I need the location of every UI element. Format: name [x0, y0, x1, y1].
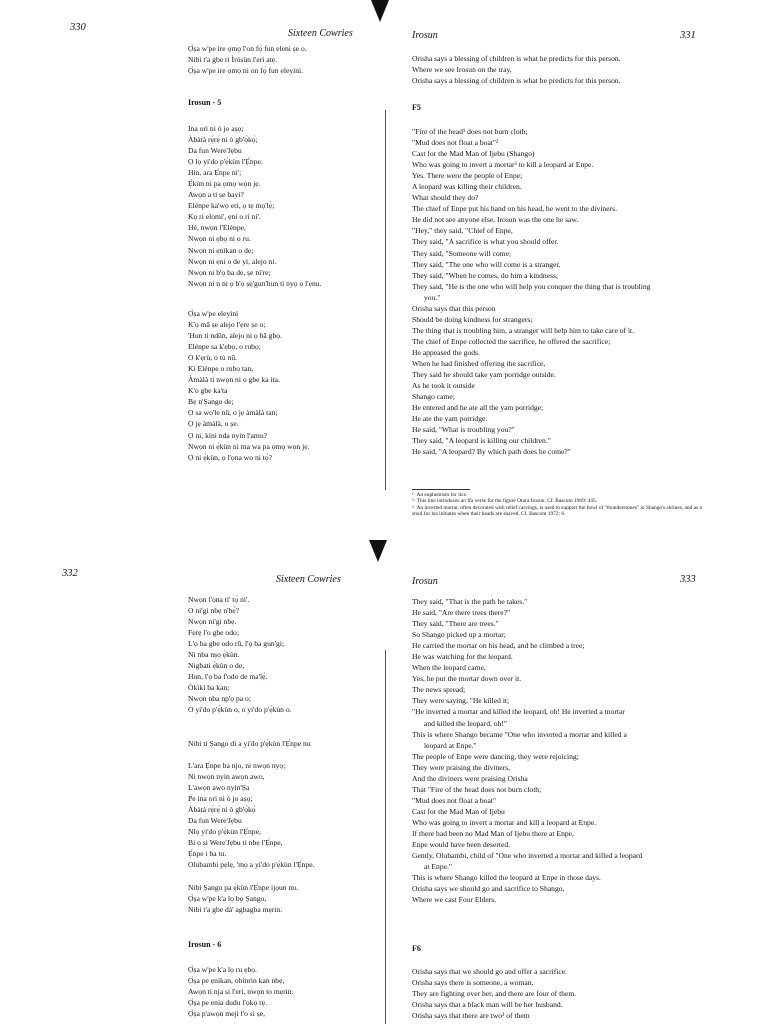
- footnote: ³· An inverted mortar, often decorated with relief carvings, is used to support the bowl of "thunderstones" in Shango's shrines, and as a stool for his initiates when their heads are shaved. Cf. Bascom 1972: 6.: [412, 504, 702, 518]
- text-line: Ẹ̀kùn ni pa ọmọ wọn jẹ.: [188, 179, 261, 189]
- text-line: Ni nba nṣọ ẹ̀kùn.: [188, 650, 240, 660]
- text-line: Bẹ n'Ṣango de;: [188, 397, 234, 407]
- text-line: Àbàtà rẹ́rẹ́ ni ò gb'ọ̀kọ̀;: [188, 135, 258, 145]
- section-title: Irosun - 5: [188, 98, 222, 107]
- text-line: "Hey," they said, "Chief of Enpe,: [412, 226, 513, 236]
- text-line: Àmàlà ti nwọn ni o gbe ka ita.: [188, 375, 280, 385]
- text-line: The people of Enpe were dancing, they were rejoicing;: [412, 751, 579, 761]
- text-line: Ki Elénpe o rubọ tan,: [188, 364, 254, 374]
- section-title: Irosun - 6: [188, 940, 222, 949]
- text-line: Ọ ni, kini nda nyin l'amu?: [188, 430, 267, 440]
- text-line: L'awọn awo nyin'Ṣa: [188, 783, 250, 793]
- text-block: [412, 53, 621, 86]
- text-line: Òkìkí ba kan;: [188, 683, 230, 693]
- text-line: Nwọn l'ọna ti' tọ̀ ni'.: [188, 595, 250, 604]
- text-line: Nibi ti Ṣango di a yi'do p'ẹ̀kùn l'Ẹ́npe nu: [188, 739, 311, 748]
- text-line: O yi'do p'ẹ̀kùn o, o yi'do p'ẹ̀kùn o.: [188, 705, 292, 715]
- page-number: 332: [62, 568, 78, 579]
- text-line: What should they do?: [412, 193, 479, 203]
- running-head: Sixteen Cowries: [276, 574, 341, 585]
- text-line: Nwọn nba np'ọ pa o;: [188, 694, 251, 704]
- text-line: Bi o si Were'Jẹbu ti nbẹ l'Ẹ́npe,: [188, 838, 283, 848]
- text-line: Àbàtà rẹ́rẹ́ ni ò gb'ọ̀kọ̀: [188, 805, 256, 815]
- text-line: Ọ̀ṣa w'pe eleyini: [188, 309, 239, 318]
- text-line: Orisha says there is someone, a woman,: [412, 978, 534, 988]
- text-line: He appeased the gods.: [412, 347, 480, 357]
- text-line: Cast for the Mad Man of Ijebu (Shango): [412, 149, 535, 159]
- text-line: "Mud does not float a boat": [412, 795, 497, 805]
- text-line: He ate the yam porridge.: [412, 414, 488, 424]
- text-line: Orisha says that there are two³ of them: [412, 1011, 530, 1021]
- text-line: As he took it outside: [412, 381, 475, 391]
- text-line: When he had finished offering the sacrifice,: [412, 358, 546, 368]
- text-line: Nibi Ṣango pa ẹ̀kùn l'Ẹ́npe ijọun nu.: [188, 883, 298, 892]
- footnote: ¹· An euphemism for lice.: [412, 492, 468, 498]
- text-line: Where we see Irosun on the tray,: [412, 65, 512, 75]
- text-line: Who was going to invert a mortar and kill a leopard at Enpe.: [412, 817, 597, 827]
- text-line: Da fun Were'Jẹbu: [188, 816, 242, 826]
- page-330: [0, 0, 384, 512]
- text-line: Nibi t'a gbe ri Ìrósùn l'eri atẹ.: [188, 55, 277, 65]
- text-line: O ni'gi nbẹ n'bẹ̀?: [188, 606, 240, 616]
- footnote: ²· This line introduces an Ifa verse for the figure Otura Irosun. Cf. Bascom 1969: 445.: [412, 498, 598, 505]
- text-line: Nibi t'a gbe dá' agbagba mẹrin.: [188, 905, 283, 915]
- text-line: Shango came;: [412, 392, 455, 402]
- text-line: He carried the mortar on his head, and he climbed a tree;: [412, 641, 585, 651]
- text-line: Gently, Olubambi, child of "One who inverted a mortar and killed a leopard: [412, 851, 643, 861]
- text-line: The chief of Enpe collected the sacrifice, he offered the sacrifice;: [412, 336, 611, 346]
- text-line: He said, "A leopard? By which path does he come?": [412, 447, 571, 457]
- text-line: Orisha says that we should go and offer a sacrifice.: [412, 967, 568, 976]
- text-line: Ọ̀ṣa pe enia dudu l'ọkọ rẹ.: [188, 998, 267, 1008]
- text-line: Cast for the Mad Man of Ijebu: [412, 806, 505, 816]
- text-line: Should be doing kindness for strangers;: [412, 314, 533, 324]
- text-line: Nwọn ni ẹ̀kùn ni ma wa pa ọmọ wọn jẹ.: [188, 441, 310, 451]
- page-333: [384, 512, 768, 1024]
- text-block: [412, 126, 650, 457]
- text-line: Ọ̀ṣa w'pe ire ọmọ l'on fọ̀ fun eleni ṣe o.: [188, 44, 307, 53]
- text-line: Ọ̀ṣa w'pe k'a lọ ru ẹbọ.: [188, 965, 257, 974]
- text-line: and killed the leopard, oh!": [424, 718, 508, 728]
- text-line: This is where Shango killed the leopard at Enpe in those days.: [412, 873, 601, 883]
- text-line: And the diviners were praising Orisha: [412, 773, 528, 783]
- text-block: [188, 43, 307, 76]
- text-line: So Shango picked up a mortar;: [412, 630, 506, 640]
- text-line: Awọn ti nja si l'eri, nwọn to mẹrin.: [188, 987, 294, 997]
- running-head: Sixteen Cowries: [288, 28, 353, 39]
- text-line: Ọ̀ṣa p'awọn meji l'o si ṣe,: [188, 1009, 265, 1019]
- text-block: [188, 882, 298, 915]
- text-line: Nwọn ni n ni ọ b'ọ ṣẹ'gun'hun ti nyọ ọ l'ẹnu.: [188, 278, 322, 288]
- text-line: They said, "He is the one who will help you conquer the thing that is troubling: [412, 281, 651, 291]
- text-line: Hun, l'ọ ba f'odo de ma'lẹ̀.: [188, 672, 268, 682]
- running-head: Irosun: [412, 576, 438, 587]
- text-line: 'Hun ti ndūn, alejo ni ọ bā gbọ.: [188, 331, 282, 341]
- page-number: 331: [680, 30, 696, 41]
- text-line: The news spread;: [412, 685, 466, 695]
- text-block: [188, 964, 294, 1019]
- text-line: They were saying, "He killed it;: [412, 696, 510, 706]
- text-line: Orisha says we should go and sacrifice to Shango,: [412, 884, 565, 894]
- page-332: [0, 512, 384, 1024]
- text-line: Ẹ́npe i ba tu.: [188, 849, 227, 859]
- text-line: He said, "Are there trees there?": [412, 608, 511, 618]
- section-title: F5: [412, 103, 421, 112]
- text-line: K'o gbe ka'ta: [188, 386, 228, 396]
- text-line: This is where Shango became "One who inverted a mortar and killed a: [412, 729, 627, 739]
- text-line: Ọ̀ṣa pe ẹnikan, obinrin kan nbẹ,: [188, 976, 285, 986]
- text-line: Nigbati ẹ̀kùn o de,: [188, 661, 245, 671]
- text-block: [188, 760, 315, 870]
- text-line: Fẹrẹ l'o gbe odo;: [188, 628, 239, 638]
- text-line: Orisha says that a black man will be her husband.: [412, 1000, 563, 1010]
- text-line: Pe ina ori ni ò jo aṣọ;: [188, 794, 253, 804]
- text-line: L'ara Ẹ́npe ba njo, ni nwọn nyọ;: [188, 761, 286, 770]
- text-line: They said, "That is the path he takes.": [412, 597, 528, 606]
- text-line: Ọ̀ṣa w'pe k'a lọ bọ Ṣango,: [188, 894, 267, 904]
- text-line: Elénpe ka'wọ eri, ọ tẹ mọ'lẹ̀;: [188, 201, 275, 211]
- page-number: 333: [680, 574, 696, 585]
- text-block: [412, 596, 642, 905]
- text-line: Hin, ara Ẹ́npe ni';: [188, 168, 242, 178]
- text-line: They said, "Someone will come;: [412, 248, 512, 258]
- text-block: [412, 966, 576, 1021]
- text-line: He said, "What is troubling you?": [412, 425, 515, 435]
- text-line: Awọn a ti ṣe bayi?: [188, 190, 244, 200]
- text-line: Ọ lọ yi'do p'ẹ̀kùn l'Ẹ́npe.: [188, 157, 263, 167]
- text-line: Orisha says that this person: [412, 303, 496, 313]
- text-line: K'ọ mā ṣe alejo l'ẹre ṣe o;: [188, 320, 266, 330]
- text-line: They said, "When he comes, do him a kindness;: [412, 270, 559, 280]
- text-line: They were praising the diviners,: [412, 762, 511, 772]
- text-line: Ọ sa wọ'le nū, o jẹ àmàlà tan;: [188, 408, 278, 418]
- text-line: Yes. There were the people of Enpe;: [412, 171, 523, 181]
- text-line: Nwọn ni ẹni o de yi, alejo ni.: [188, 256, 277, 266]
- page-number: 330: [70, 22, 86, 33]
- text-line: They said, "The one who will come is a stranger.: [412, 259, 561, 269]
- text-line: Olubambi pẹlẹ, 'mọ a yi'do p'ẹ̀kùn l'Ẹ́npe.: [188, 860, 315, 870]
- text-line: Hé, nwọn l'Elénpe,: [188, 223, 246, 233]
- running-head: Irosun: [412, 30, 438, 41]
- text-block: [188, 738, 311, 749]
- section-title: F6: [412, 944, 421, 953]
- text-line: Kọ ri elomi', ẹni o ri ni'.: [188, 212, 261, 222]
- text-line: Ọ̀ṣa w'pe ire ọmọ ni on fọ̀ fun eleyini.: [188, 66, 304, 76]
- text-line: Elénpe sa k'ẹbọ, o rubọ;: [188, 342, 261, 352]
- text-line: leopard at Enpe.": [424, 740, 477, 750]
- text-line: A leopard was killing their children.: [412, 182, 522, 192]
- text-line: Orisha says a blessing of children is what he predicts for this person.: [412, 54, 621, 63]
- text-line: That "Fire of the head does not burn cloth;: [412, 784, 542, 794]
- text-line: The thing that is troubling him, a stranger will help him to take care of it.: [412, 325, 635, 335]
- text-line: Nwọn ni'gi nbẹ.: [188, 617, 237, 627]
- text-line: "Mud does not float a boat"²: [412, 138, 499, 148]
- text-line: "He inverted a mortar and killed the leopard, oh! He inverted a mortar: [412, 707, 625, 717]
- text-line: you.": [424, 292, 441, 302]
- text-line: Nlọ yi'do p'ẹ̀kùn l'Ẹ́npe,: [188, 827, 261, 837]
- text-line: "Fire of the head¹ does not burn cloth;: [412, 127, 528, 136]
- text-line: Enpe would have been deserted.: [412, 840, 511, 850]
- text-line: Who was going to invert a mortar³ to kill a leopard at Enpe.: [412, 160, 594, 170]
- text-line: They are fighting over her, and there are four of them.: [412, 989, 577, 999]
- text-line: They said, "There are trees.": [412, 619, 499, 629]
- text-line: Nwọn ni ẹbọ ni o ru.: [188, 234, 251, 244]
- text-line: They said, "A sacrifice is what you should offer.: [412, 237, 559, 247]
- text-line: The chief of Enpe put his hand on his head, he went to the diviners.: [412, 204, 617, 214]
- text-line: He was watching for the leopard.: [412, 652, 513, 662]
- text-line: They said, "A leopard is killing our children.": [412, 436, 551, 446]
- text-line: Ina ori ni ò jo aṣọ;: [188, 124, 244, 133]
- text-block: [188, 123, 322, 289]
- footnote-rule: [412, 489, 470, 490]
- text-line: They said he should take yam porridge outside.: [412, 370, 556, 380]
- text-line: Nwọn ni b'ọ ba de, ṣe ni're;: [188, 267, 271, 277]
- text-line: L'ọ ba gbe odo rū, l'ọ ba gun'gi;: [188, 639, 285, 649]
- text-line: Yes, he put the mortar down over it.: [412, 674, 522, 684]
- text-line: Where we cast Four Elders.: [412, 895, 497, 905]
- text-line: Ọ jẹ àmàlà, o ṣe.: [188, 419, 239, 429]
- text-line: Ni nwọn nyin awọn awo,: [188, 772, 265, 782]
- text-line: He entered and he ate all the yam porridge;: [412, 403, 544, 413]
- text-line: Nwọn ni ẹnikan o de;: [188, 245, 254, 255]
- text-block: [188, 308, 309, 463]
- text-block: [188, 594, 292, 716]
- text-line: Orisha says a blessing of children is what he predicts for this person.: [412, 76, 621, 86]
- text-line: He did not see anyone else, Irosun was the one he saw.: [412, 215, 579, 225]
- text-line: O k'ẹrù, o tù nū.: [188, 353, 238, 363]
- text-line: Da fun Were'Jẹbu: [188, 146, 242, 156]
- page-331: [384, 0, 768, 518]
- text-line: at Enpe.": [424, 862, 452, 872]
- text-line: When the leopard came,: [412, 663, 486, 673]
- text-line: Ọ ni ẹ̀kùn, ọ l'ọna wo ni tọ̀?: [188, 452, 273, 462]
- text-line: If there had been no Mad Man of Ijebu there at Enpe,: [412, 828, 574, 838]
